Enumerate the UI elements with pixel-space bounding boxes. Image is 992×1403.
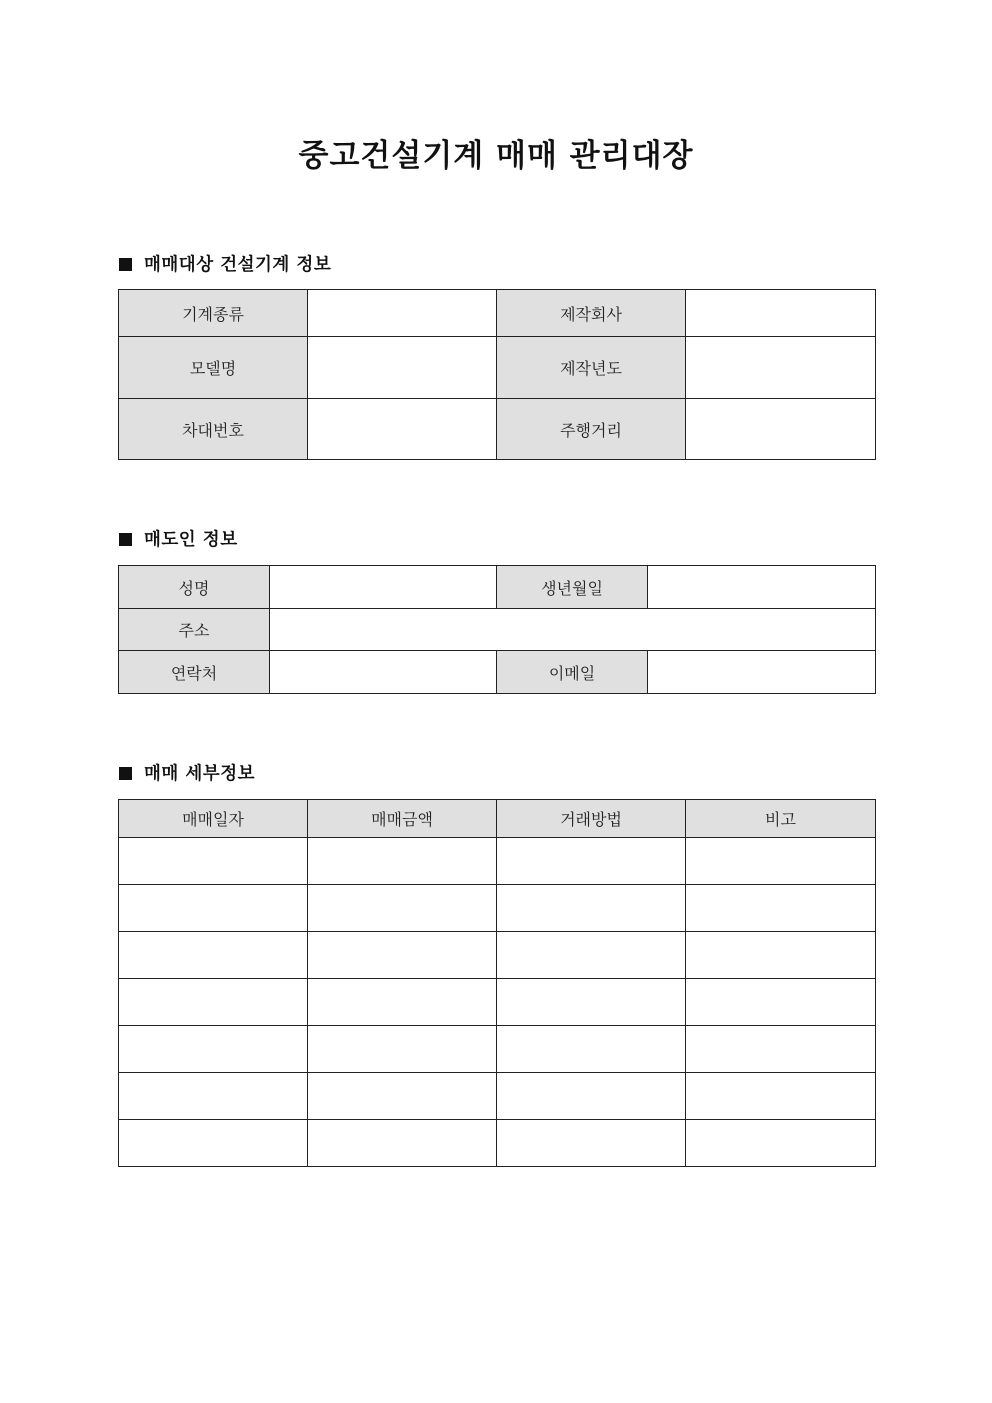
square-bullet-icon <box>119 767 132 780</box>
trade-amount-cell[interactable] <box>308 932 497 979</box>
trade-method-cell[interactable] <box>497 885 686 932</box>
machine-info-table <box>118 289 876 460</box>
remarks-cell[interactable] <box>686 979 876 1026</box>
trade-date-cell[interactable] <box>119 838 308 885</box>
column-header-trade-method: 거래방법 <box>497 800 686 838</box>
seller-birthdate-field[interactable] <box>648 566 876 609</box>
table-row <box>119 399 876 460</box>
trade-method-cell[interactable] <box>497 1026 686 1073</box>
trade-method-cell[interactable] <box>497 932 686 979</box>
trade-date-cell[interactable] <box>119 979 308 1026</box>
trade-date-cell[interactable] <box>119 1026 308 1073</box>
machine-type-label: 기계종류 <box>119 290 308 337</box>
seller-name-label: 성명 <box>119 566 270 609</box>
manufacturer-label: 제작회사 <box>497 290 686 337</box>
table-row <box>119 651 876 694</box>
square-bullet-icon <box>119 258 132 271</box>
trade-rows <box>119 838 876 1167</box>
trade-date-cell[interactable] <box>119 885 308 932</box>
column-header-trade-date: 매매일자 <box>119 800 308 838</box>
table-row <box>119 1073 876 1120</box>
section-heading-seller-info <box>119 528 238 552</box>
trade-date-cell[interactable] <box>119 1120 308 1167</box>
seller-contact-label: 연락처 <box>119 651 270 694</box>
mileage-label: 주행거리 <box>497 399 686 460</box>
table-row <box>119 1026 876 1073</box>
seller-address-field[interactable] <box>270 609 876 651</box>
section-heading-text: 매매 세부정보 <box>144 764 256 784</box>
table-row <box>119 885 876 932</box>
seller-email-label: 이메일 <box>497 651 648 694</box>
table-row <box>119 932 876 979</box>
seller-birthdate-label: 생년월일 <box>497 566 648 609</box>
trade-amount-cell[interactable] <box>308 885 497 932</box>
trade-amount-cell[interactable] <box>308 1026 497 1073</box>
table-row <box>119 609 876 651</box>
trade-date-cell[interactable] <box>119 932 308 979</box>
table-row <box>119 290 876 337</box>
section-heading-machine-info <box>119 253 331 277</box>
table-row <box>119 1120 876 1167</box>
column-header-trade-amount: 매매금액 <box>308 800 497 838</box>
square-bullet-icon <box>119 533 132 546</box>
document-title: 중고건설기계 매매 관리대장 <box>298 138 694 174</box>
trade-details-table <box>118 799 876 1167</box>
seller-info-table <box>118 565 876 694</box>
trade-amount-cell[interactable] <box>308 979 497 1026</box>
remarks-cell[interactable] <box>686 1073 876 1120</box>
seller-email-field[interactable] <box>648 651 876 694</box>
seller-name-field[interactable] <box>270 566 497 609</box>
remarks-cell[interactable] <box>686 885 876 932</box>
mileage-field[interactable] <box>686 399 876 460</box>
table-row <box>119 337 876 399</box>
trade-method-cell[interactable] <box>497 979 686 1026</box>
trade-amount-cell[interactable] <box>308 1073 497 1120</box>
chassis-number-field[interactable] <box>308 399 497 460</box>
manufacture-year-label: 제작년도 <box>497 337 686 399</box>
model-name-label: 모델명 <box>119 337 308 399</box>
trade-method-cell[interactable] <box>497 1120 686 1167</box>
remarks-cell[interactable] <box>686 932 876 979</box>
section-heading-text: 매매대상 건설기계 정보 <box>144 255 332 275</box>
chassis-number-label: 차대번호 <box>119 399 308 460</box>
trade-date-cell[interactable] <box>119 1073 308 1120</box>
machine-type-field[interactable] <box>308 290 497 337</box>
remarks-cell[interactable] <box>686 1026 876 1073</box>
table-header-row <box>119 800 876 838</box>
manufacture-year-field[interactable] <box>686 337 876 399</box>
seller-address-label: 주소 <box>119 609 270 651</box>
trade-method-cell[interactable] <box>497 838 686 885</box>
trade-method-cell[interactable] <box>497 1073 686 1120</box>
column-header-remarks: 비고 <box>686 800 876 838</box>
trade-amount-cell[interactable] <box>308 1120 497 1167</box>
table-row <box>119 838 876 885</box>
seller-contact-field[interactable] <box>270 651 497 694</box>
section-heading-trade-details <box>119 762 255 786</box>
section-heading-text: 매도인 정보 <box>144 530 238 550</box>
remarks-cell[interactable] <box>686 1120 876 1167</box>
remarks-cell[interactable] <box>686 838 876 885</box>
manufacturer-field[interactable] <box>686 290 876 337</box>
table-row <box>119 566 876 609</box>
trade-amount-cell[interactable] <box>308 838 497 885</box>
model-name-field[interactable] <box>308 337 497 399</box>
table-row <box>119 979 876 1026</box>
